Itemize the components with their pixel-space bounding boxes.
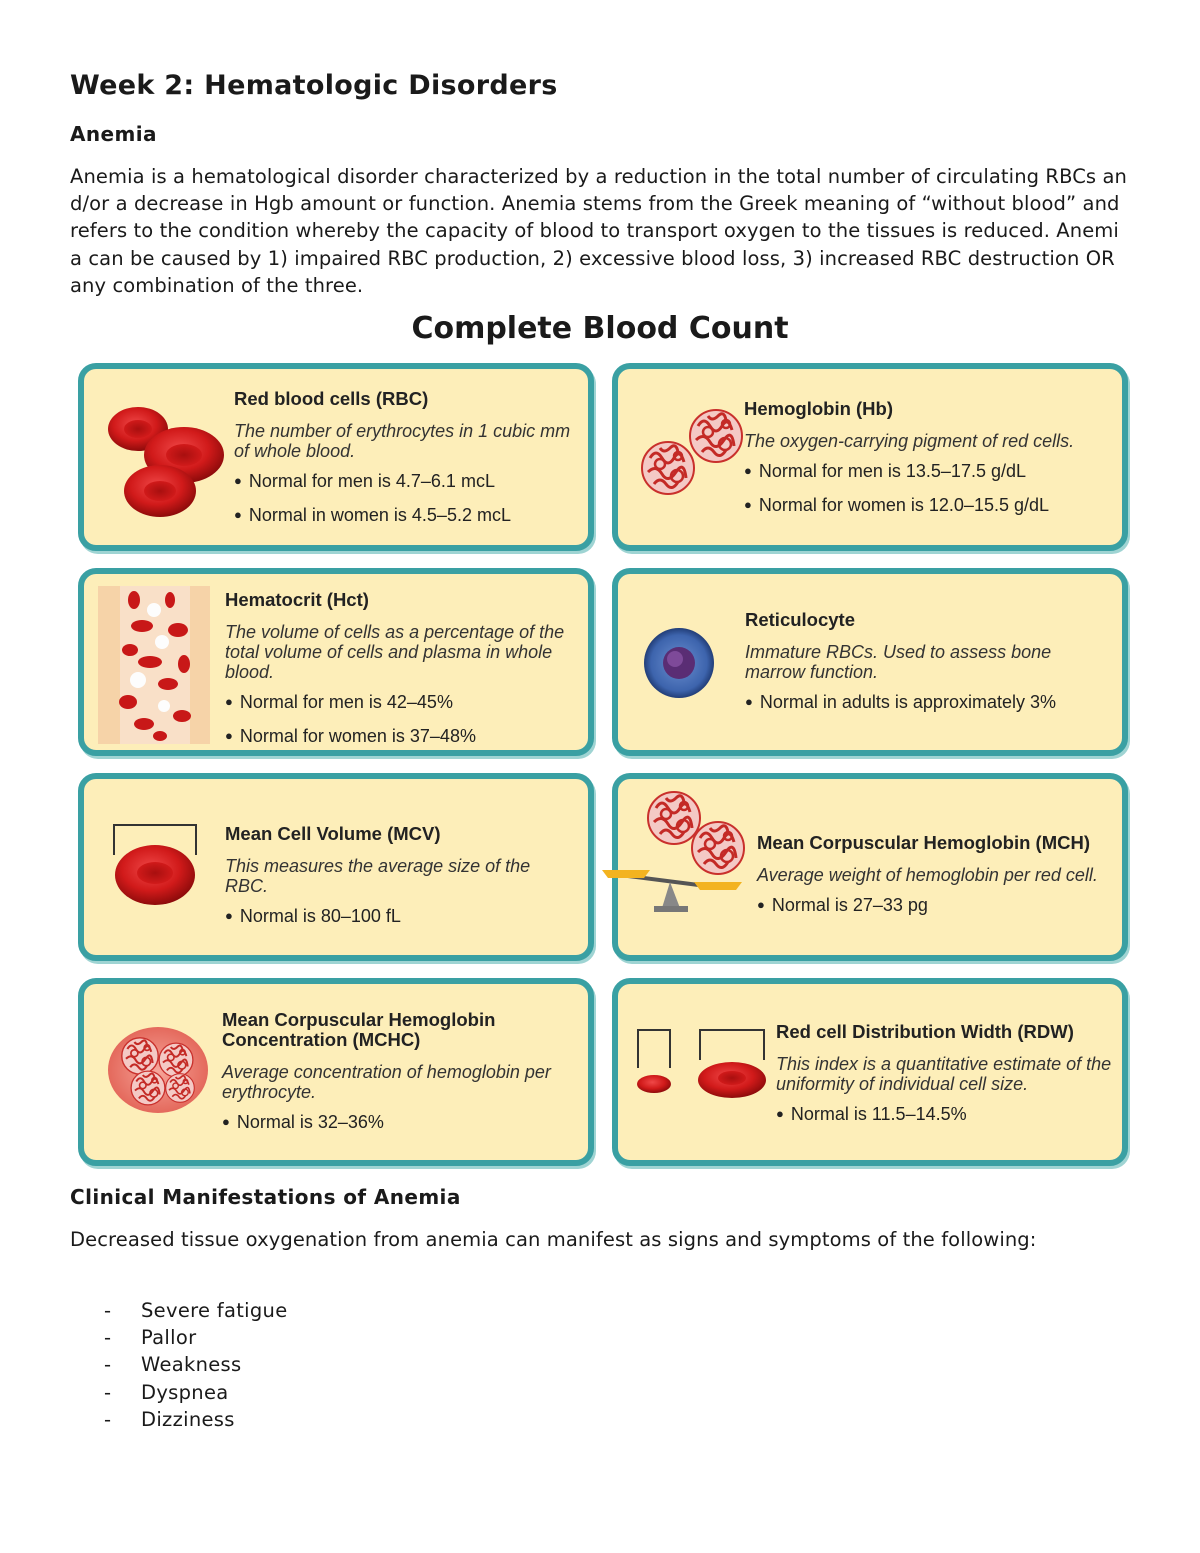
card-bullet: ● Normal is 32–36% (222, 1112, 582, 1134)
list-item: - Dizziness (104, 1406, 288, 1433)
card-bullets (234, 471, 579, 527)
card-description: The oxygen-carrying pigment of red cells. (744, 431, 1075, 451)
card-title: Mean Corpuscular Hemoglobin Concentration (MCHC) (222, 1009, 496, 1050)
card-description: Immature RBCs. Used to assess bone marrow function. (745, 642, 1052, 682)
hemoglobin-icon (630, 404, 748, 504)
card-rbc-text (234, 389, 579, 539)
card-title: Mean Cell Volume (MCV) (225, 823, 441, 844)
rdw-cells-icon (632, 1026, 772, 1106)
mchc-cell-icon (106, 1024, 210, 1116)
card-mchc-text (222, 1010, 582, 1146)
card-reticulocyte (612, 568, 1128, 756)
list-item: - Pallor (104, 1324, 288, 1351)
card-bullets (757, 895, 1122, 917)
cbc-title: Complete Blood Count (411, 311, 789, 346)
card-mch-text (757, 833, 1122, 929)
mcv-cell-icon (110, 823, 200, 911)
anemia-heading: Anemia (70, 122, 157, 146)
card-bullet: ● Normal in women is 4.5–5.2 mcL (234, 505, 579, 527)
symptom-list (104, 1297, 288, 1433)
rbc-cluster-icon (102, 397, 227, 522)
card-bullets (225, 692, 575, 748)
card-bullet: ● Normal for men is 4.7–6.1 mcL (234, 471, 579, 493)
mch-scale-icon (598, 790, 748, 916)
card-rbc (78, 363, 594, 551)
clinical-paragraph: Decreased tissue oxygenation from anemia can manifest as signs and symptoms of the following: (70, 1228, 1037, 1251)
card-rdw (612, 978, 1128, 1166)
document-title: Week 2: Hematologic Disorders (70, 70, 558, 101)
card-description: This measures the average size of the RBC. (225, 856, 531, 896)
card-hemoglobin (612, 363, 1128, 551)
card-description: This index is a quantitative estimate of the uniformity of individual cell size. (776, 1054, 1112, 1094)
card-title: Hemoglobin (Hb) (744, 398, 894, 419)
card-description: Average concentration of hemoglobin per erythrocyte. (222, 1062, 551, 1102)
card-reticulocyte-text (745, 610, 1115, 726)
card-description: The number of erythrocytes in 1 cubic mm of whole blood. (234, 421, 571, 461)
list-item: - Dyspnea (104, 1379, 288, 1406)
card-title: Hematocrit (Hct) (225, 589, 369, 610)
card-hematocrit (78, 568, 594, 756)
card-bullets (744, 461, 1119, 517)
card-title: Red cell Distribution Width (RDW) (776, 1021, 1074, 1042)
list-item: - Weakness (104, 1351, 288, 1378)
card-bullets (776, 1104, 1121, 1126)
card-bullets (225, 906, 575, 928)
card-bullet: ● Normal is 80–100 fL (225, 906, 575, 928)
card-mcv (78, 773, 594, 961)
card-title: Reticulocyte (745, 609, 856, 630)
card-hemoglobin-text (744, 399, 1119, 529)
card-bullet: ● Normal is 27–33 pg (757, 895, 1122, 917)
card-rdw-text (776, 1022, 1121, 1138)
list-item: - Severe fatigue (104, 1297, 288, 1324)
card-bullet: ● Normal is 11.5–14.5% (776, 1104, 1121, 1126)
card-title: Red blood cells (RBC) (234, 388, 429, 409)
card-title: Mean Corpuscular Hemoglobin (MCH) (757, 832, 1091, 853)
card-bullets (222, 1112, 582, 1134)
card-bullet: ● Normal for men is 42–45% (225, 692, 575, 714)
card-bullet: ● Normal for men is 13.5–17.5 g/dL (744, 461, 1119, 483)
card-bullet: ● Normal for women is 37–48% (225, 726, 575, 748)
hematocrit-tube-icon (98, 586, 210, 744)
card-mchc (78, 978, 594, 1166)
reticulocyte-icon (642, 626, 716, 700)
card-bullet: ● Normal for women is 12.0–15.5 g/dL (744, 495, 1119, 517)
clinical-heading: Clinical Manifestations of Anemia (70, 1185, 461, 1209)
card-bullet: ● Normal in adults is approximately 3% (745, 692, 1115, 714)
card-mcv-text (225, 824, 575, 940)
anemia-paragraph: Anemia is a hematological disorder characterized by a reduction in the total number of circulating RBCs and/or a decrease in Hgb amount or function. Anemia stems from the Greek meaning of “without blood” and refers to the condition whereby the capacity of blood to transport oxygen to the tissues is reduced. Anemia can be caused by 1) impaired RBC production, 2) excessive blood loss, 3) increased RBC destruction OR any combination of the three. (70, 165, 1128, 297)
card-bullets (745, 692, 1115, 714)
card-hematocrit-text (225, 590, 575, 760)
card-description: The volume of cells as a percentage of the total volume of cells and plasma in whole blood. (225, 622, 565, 682)
card-description: Average weight of hemoglobin per red cell. (757, 865, 1098, 885)
